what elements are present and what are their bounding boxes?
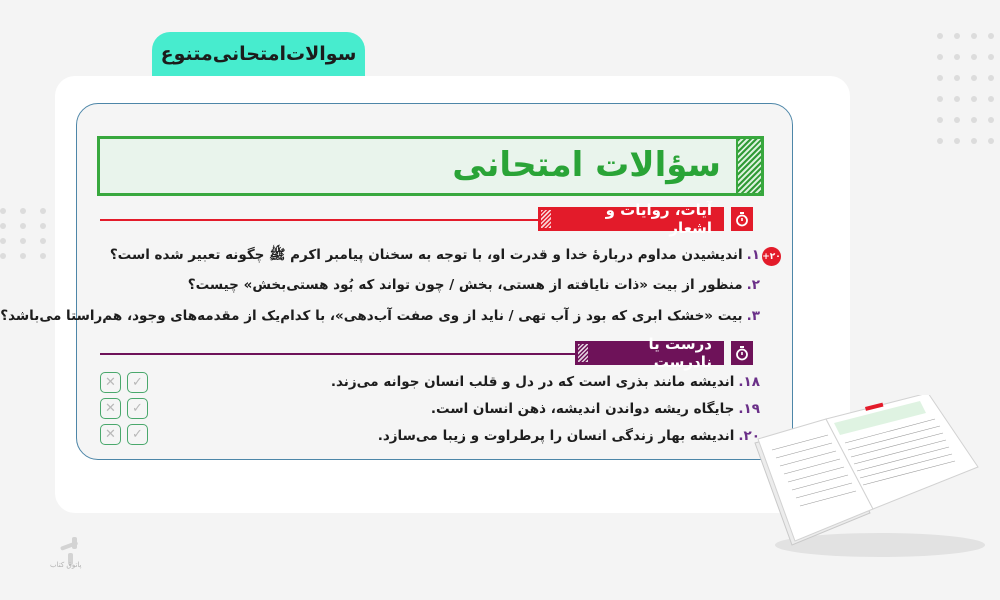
question-text: بیت «خشک ابری که بود ز آب تهی / ناید از وی صفت آب‌دهی»، با کدام‌یک از مقدمه‌های وجود، هم‌راستا می‌باشد؟ (0, 308, 743, 324)
category-tag (152, 32, 365, 76)
brand-logo-text: پاتوق کتاب (50, 561, 82, 569)
true-false-item (431, 401, 760, 417)
question-item (188, 277, 760, 293)
true-false-item (378, 428, 760, 444)
section-label (538, 201, 724, 237)
true-false-item (331, 374, 760, 390)
section-label (575, 335, 724, 371)
cross-icon: ✕ (105, 427, 116, 442)
check-icon: ✓ (132, 375, 143, 390)
score-badge: +۲۰ (762, 247, 781, 266)
hatch-decoration (541, 210, 551, 228)
true-false-checkboxes (100, 372, 149, 445)
true-checkbox[interactable] (127, 398, 148, 419)
section-divider-line (100, 353, 578, 355)
false-checkbox[interactable] (100, 398, 121, 419)
question-number: ۱۹. (738, 401, 760, 417)
cross-icon: ✕ (105, 401, 116, 416)
question-number: ۲. (746, 277, 760, 293)
question-item (0, 308, 760, 324)
hatch-decoration (578, 344, 588, 362)
hatch-decoration (736, 139, 761, 193)
question-text: اندیشه بهار زندگی انسان را پرطراوت و زیبا می‌سازد. (377, 428, 735, 444)
decorative-dot-grid (0, 208, 46, 259)
true-checkbox[interactable] (127, 424, 148, 445)
question-number: ۱. (746, 247, 760, 263)
question-number: ۲۰. (738, 428, 760, 444)
false-checkbox[interactable] (100, 424, 121, 445)
true-checkbox[interactable] (127, 372, 148, 393)
decorative-dot-grid (937, 33, 994, 144)
question-number: ۳. (746, 308, 760, 324)
section-divider-line (100, 219, 540, 221)
false-checkbox[interactable] (100, 372, 121, 393)
check-icon: ✓ (132, 427, 143, 442)
category-tag-label: سوالات‌امتحانی‌متنوع (160, 43, 357, 65)
banner-title: سؤالات امتحانی (452, 145, 721, 185)
cross-icon: ✕ (105, 375, 116, 390)
question-item (110, 246, 760, 266)
exam-questions-banner (97, 136, 764, 196)
section-title: درست یا نادرست (648, 335, 712, 371)
stopwatch-icon (731, 341, 753, 365)
check-icon: ✓ (132, 401, 143, 416)
stopwatch-icon (731, 207, 753, 231)
question-text: اندیشه مانند بذری است که در دل و قلب انسان جوانه می‌زند. (330, 374, 735, 390)
question-text: منظور از بیت «ذات نایافته از هستی، بخش / چون تواند که بُود هستی‌بخش» چیست؟ (187, 277, 743, 293)
question-text: اندیشیدن مداوم دربارهٔ خدا و قدرت او، با توجه به سخنان پیامبر اکرم ﷺ چگونه تعبیر شده است؟ (109, 247, 743, 263)
question-text: جایگاه ریشه دواندن اندیشه، ذهن انسان است. (430, 401, 735, 417)
question-number: ۱۸. (738, 374, 760, 390)
section-title: آیات، روایات و اشعار (605, 201, 712, 237)
open-book-image (750, 395, 990, 565)
